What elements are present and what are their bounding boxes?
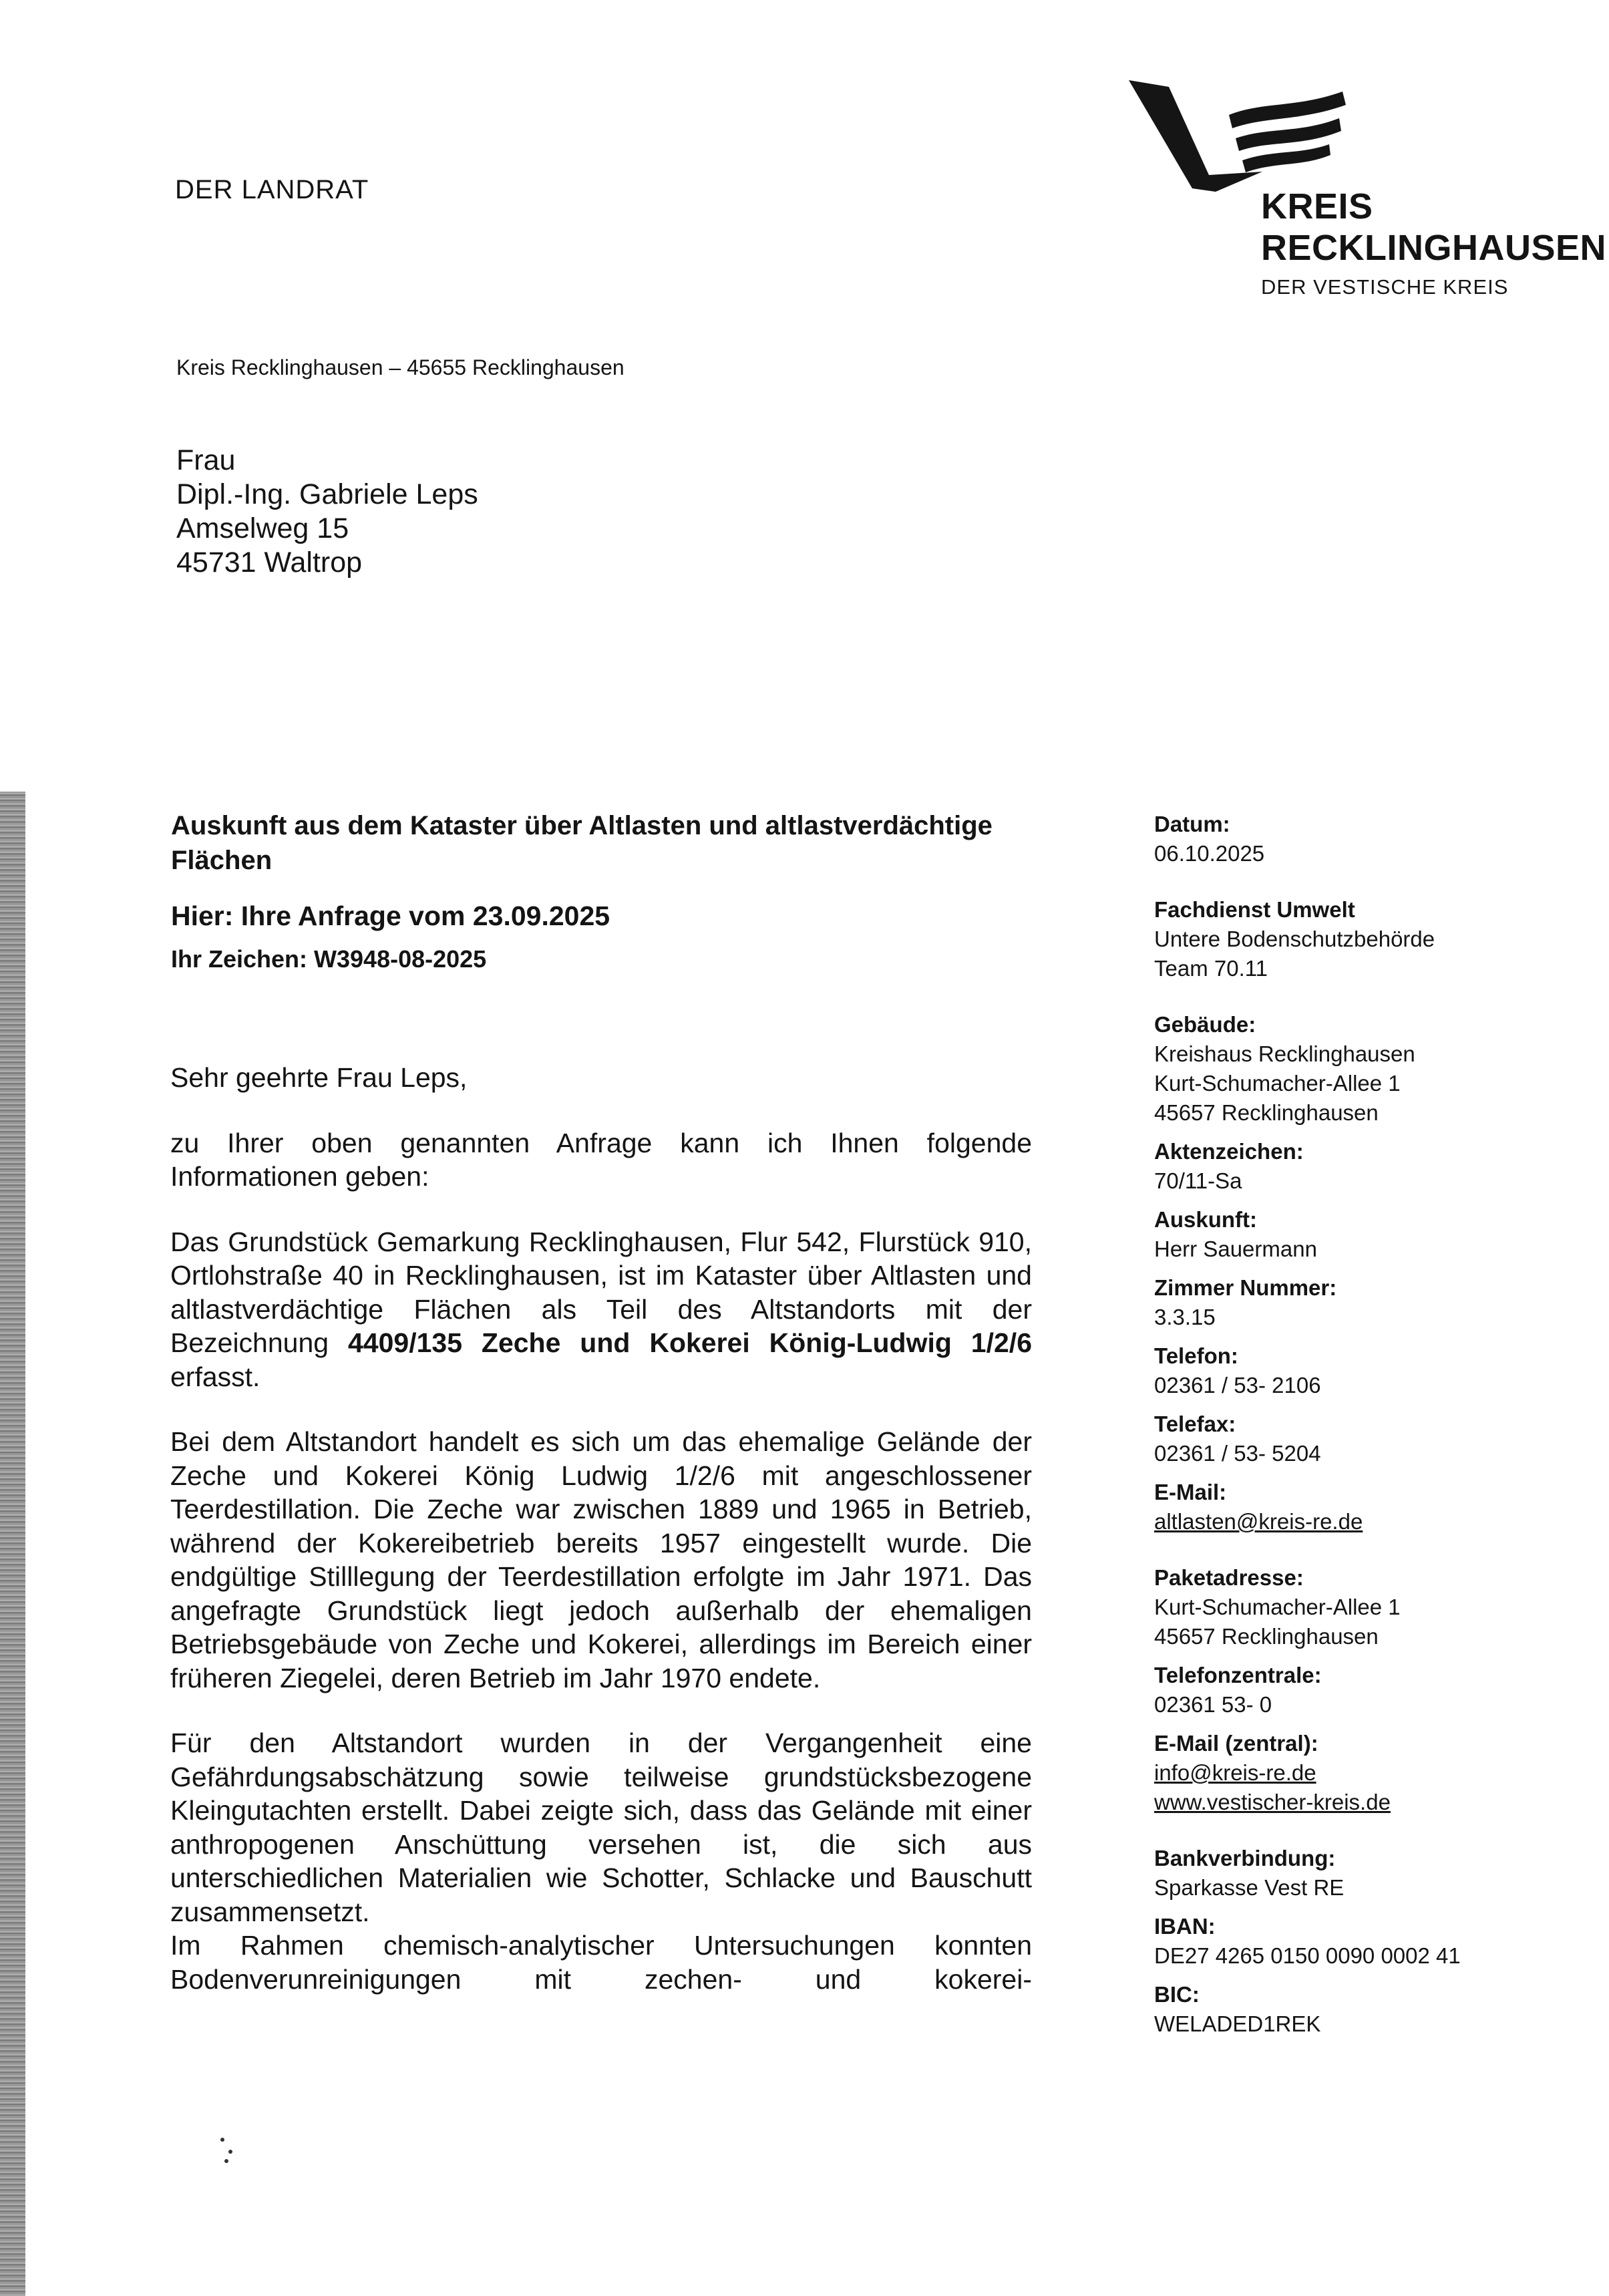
zentrale-value: 02361 53- 0 (1154, 1692, 1272, 1717)
paragraph-assessment: Für den Altstandort wurden in der Vergangenheit eine Gefährdungsabschätzung sowie teilweise grundstücksbezogene Kleingutachten erstellt. Dabei zeigte sich, dass das Gelände mit einer anthropogenen Anschüttung versehen ist, die sich aus unterschiedlichen Materialien wie Schotter, Schlacke und Bauschutt zusammensetzt. (170, 1728, 1032, 1927)
sidebar-telefax (1154, 1410, 1528, 1468)
email-zentral-label: E-Mail (zentral): (1154, 1731, 1318, 1756)
gebaeude-line2: Kurt-Schumacher-Allee 1 (1154, 1071, 1401, 1096)
sidebar-gebaeude (1154, 1010, 1528, 1128)
sidebar-email-zentral (1154, 1729, 1528, 1817)
sidebar-bank (1154, 1844, 1528, 1903)
sidebar-auskunft (1154, 1205, 1528, 1264)
sidebar-email (1154, 1478, 1528, 1536)
sidebar-datum (1154, 810, 1528, 868)
sidebar-bic (1154, 1980, 1528, 2039)
paragraph-analysis: Im Rahmen chemisch-analytischer Untersuchungen konnten Bodenverunreinigungen mit zechen- und kokerei- (170, 1930, 1032, 1995)
sidebar-iban (1154, 1912, 1528, 1971)
sidebar-zimmer (1154, 1273, 1528, 1332)
zimmer-value: 3.3.15 (1154, 1305, 1216, 1329)
recipient-street: Amselweg 15 (176, 512, 349, 544)
paket-line2: 45657 Recklinghausen (1154, 1624, 1379, 1649)
telefon-value: 02361 / 53- 2106 (1154, 1373, 1321, 1398)
iban-label: IBAN: (1154, 1914, 1216, 1939)
logo-text-tagline: DER VESTISCHE KREIS (1261, 275, 1509, 299)
subject-block (171, 808, 1033, 973)
paragraph-intro: zu Ihrer oben genannten Anfrage kann ich Ihnen folgende Informationen geben: (170, 1127, 1032, 1192)
auskunft-label: Auskunft: (1154, 1207, 1257, 1232)
recipient-address (176, 444, 478, 580)
recipient-salutation: Frau (176, 444, 236, 476)
letter-body (170, 1061, 1032, 1996)
paket-label: Paketadresse: (1154, 1565, 1304, 1590)
aktenzeichen-value: 70/11-Sa (1154, 1168, 1242, 1193)
telefax-value: 02361 / 53- 5204 (1154, 1441, 1321, 1466)
scan-speck (220, 2138, 224, 2142)
scan-edge (0, 792, 25, 2296)
sidebar-paketadresse (1154, 1563, 1528, 1651)
site-designation: 4409/135 Zeche und Kokerei König-Ludwig 1/2/6 (347, 1327, 1032, 1358)
sidebar-fachdienst (1154, 895, 1528, 983)
bank-value: Sparkasse Vest RE (1154, 1875, 1345, 1900)
aktenzeichen-label: Aktenzeichen: (1154, 1139, 1304, 1164)
recipient-city: 45731 Waltrop (176, 546, 363, 579)
sidebar-telefon (1154, 1341, 1528, 1400)
zimmer-label: Zimmer Nummer: (1154, 1275, 1337, 1300)
recipient-name: Dipl.-Ing. Gabriele Leps (176, 478, 478, 510)
datum-label: Datum: (1154, 812, 1230, 836)
sidebar-aktenzeichen (1154, 1137, 1528, 1196)
info-sidebar (1154, 810, 1528, 2048)
website-link[interactable]: www.vestischer-kreis.de (1154, 1790, 1391, 1814)
sender-return-address: Kreis Recklinghausen – 45655 Recklinghausen (176, 355, 624, 379)
scan-speck (228, 2150, 232, 2154)
greeting: Sehr geehrte Frau Leps, (170, 1062, 468, 1093)
subject-title: Auskunft aus dem Kataster über Altlasten und altlastverdächtige Flächen (171, 811, 993, 875)
bank-label: Bankverbindung: (1154, 1846, 1336, 1870)
paragraph-history: Bei dem Altstandort handelt es sich um das ehemalige Gelände der Zeche und Kokerei König Ludwig 1/2/6 mit angeschlossener Teerdestillation. Die Zeche war zwischen 1889 und 1965 in Betrieb, während der Kokereibetrieb bereits 1957 eingestellt wurde. Die endgültige Stilllegung der Teerdestillation erfolgte im Jahr 1971. Das angefragte Grundstück liegt jedoch außerhalb der ehemaligen Betriebsgebäude von Zeche und Kokerei, allerdings im Bereich einer früheren Ziegelei, deren Betrieb im Jahr 1970 endete. (170, 1426, 1032, 1693)
telefax-label: Telefax: (1154, 1412, 1236, 1436)
email-link[interactable]: altlasten@kreis-re.de (1154, 1509, 1363, 1534)
paket-line1: Kurt-Schumacher-Allee 1 (1154, 1595, 1401, 1619)
paragraph-property (170, 1225, 1032, 1394)
telefon-label: Telefon: (1154, 1343, 1238, 1368)
logo-text-recklinghausen: RECKLINGHAUSEN (1261, 228, 1607, 268)
bic-label: BIC: (1154, 1982, 1200, 2007)
subject-reference: Hier: Ihre Anfrage vom 23.09.2025 (171, 900, 610, 931)
sidebar-telefonzentrale (1154, 1661, 1528, 1719)
logo-text-kreis: KREIS (1261, 186, 1373, 226)
zentrale-label: Telefonzentrale: (1154, 1663, 1322, 1687)
header-title: DER LANDRAT (175, 175, 369, 204)
gebaeude-line1: Kreishaus Recklinghausen (1154, 1041, 1415, 1066)
bic-value: WELADED1REK (1154, 2011, 1321, 2036)
gebaeude-label: Gebäude: (1154, 1012, 1256, 1037)
fachdienst-label: Fachdienst Umwelt (1154, 897, 1355, 922)
property-text-end: erfasst. (170, 1361, 260, 1392)
subject-your-reference: Ihr Zeichen: W3948-08-2025 (171, 945, 487, 973)
iban-value: DE27 4265 0150 0090 0002 41 (1154, 1943, 1461, 1968)
property-text-start: Das Grundstück Gemarkung Recklinghausen, Flur 542, Flurstück 910, Ortlohstraße 40 in Recklinghausen, ist im Kataster über Altlasten und altlastverdächtige Flächen als Teil des Altstandorts mit der Bezeichnung (170, 1226, 1032, 1358)
fachdienst-line2: Team 70.11 (1154, 956, 1268, 981)
gebaeude-line3: 45657 Recklinghausen (1154, 1100, 1379, 1125)
fachdienst-line1: Untere Bodenschutzbehörde (1154, 927, 1435, 951)
datum-value: 06.10.2025 (1154, 841, 1265, 866)
email-label: E-Mail: (1154, 1480, 1227, 1504)
email-zentral-link[interactable]: info@kreis-re.de (1154, 1760, 1316, 1785)
kreis-logo-icon (1129, 75, 1356, 202)
auskunft-value: Herr Sauermann (1154, 1237, 1317, 1261)
scan-speck (224, 2159, 228, 2163)
